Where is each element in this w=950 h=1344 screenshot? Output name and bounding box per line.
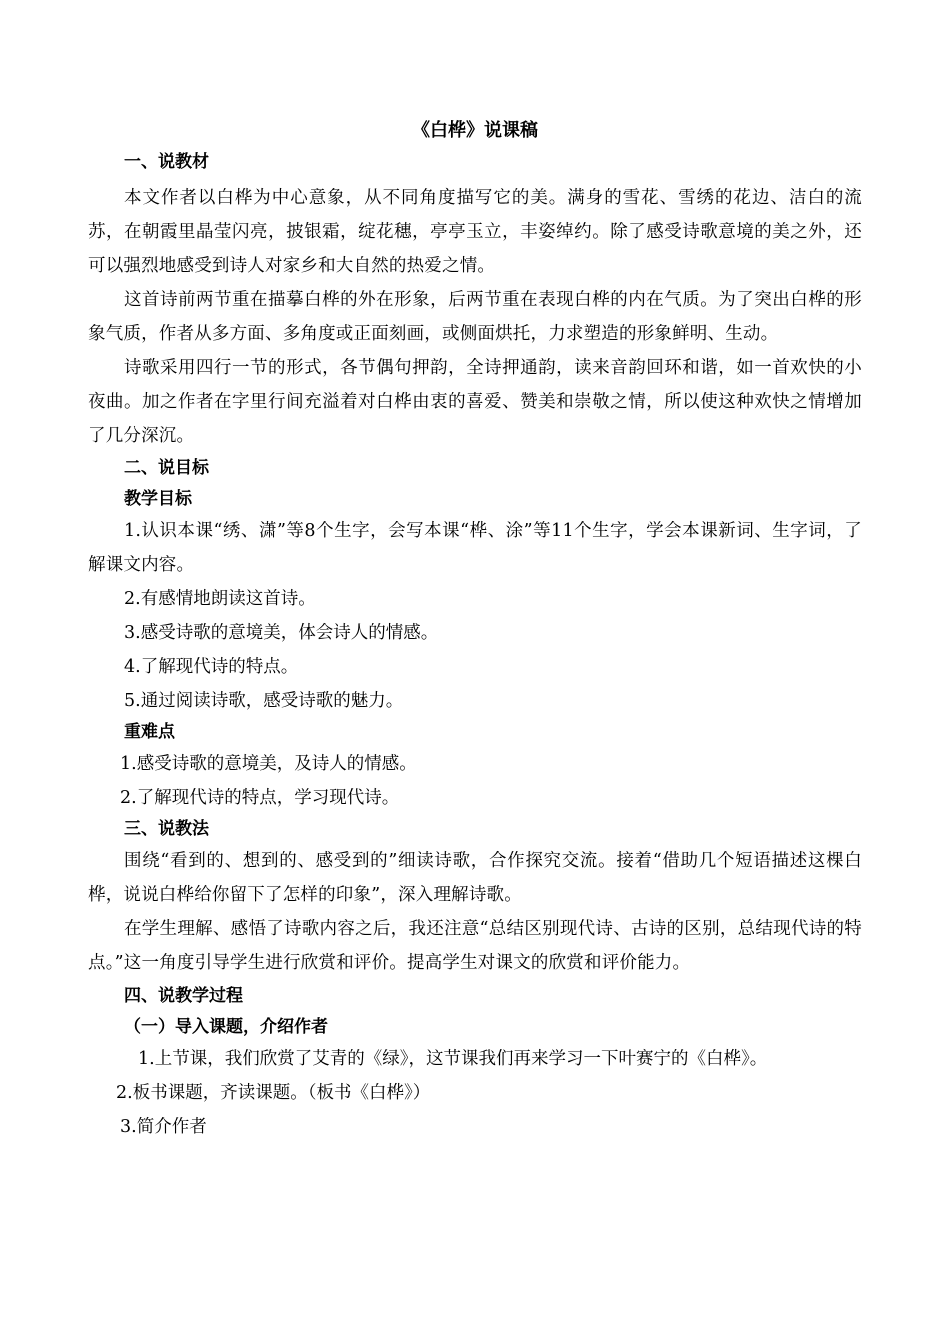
goal-item: 2.有感情地朗读这首诗。 [124, 589, 316, 609]
page-title: 《白桦》说课稿 [412, 120, 538, 141]
goal-item: 3.感受诗歌的意境美，体会诗人的情感。 [124, 623, 439, 643]
document-page [88, 118, 862, 1144]
section-heading-textbook: 一、说教材 [124, 152, 209, 172]
section-heading-goals: 二、说目标 [124, 458, 209, 478]
paragraph: 在学生理解、感悟了诗歌内容之后，我还注意“总结区别现代诗、古诗的区别，总结现代诗的特点。”这一角度引导学生进行欣赏和评价。提高学生对课文的欣赏和评价能力。 [88, 919, 862, 973]
keypoint-item: 2.了解现代诗的特点，学习现代诗。 [120, 788, 400, 808]
keypoint-item: 1.感受诗歌的意境美，及诗人的情感。 [120, 754, 417, 774]
subheading-teaching-goals: 教学目标 [124, 489, 192, 509]
paragraph: 这首诗前两节重在描摹白桦的外在形象，后两节重在表现白桦的内在气质。为了突出白桦的形象气质，作者从多方面、多角度或正面刻画，或侧面烘托，力求塑造的形象鲜明、生动。 [88, 290, 862, 344]
paragraph: 诗歌采用四行一节的形式，各节偶句押韵，全诗押通韵，读来音韵回环和谐，如一首欢快的小夜曲。加之作者在字里行间充溢着对白桦由衷的喜爱、赞美和崇敬之情，所以使这种欢快之情增加了几分深沉。 [88, 358, 862, 446]
goal-item: 1.认识本课“绣、潇”等8个生字，会写本课“桦、涂”等11个生字，学会本课新词、生字词，了解课文内容。 [88, 521, 862, 575]
paragraph: 本文作者以白桦为中心意象，从不同角度描写它的美。满身的雪花、雪绣的花边、洁白的流苏，在朝霞里晶莹闪亮，披银霜，绽花穗，亭亭玉立，丰姿绰约。除了感受诗歌意境的美之外，还可以强烈地感受到诗人对家乡和大自然的热爱之情。 [88, 188, 862, 276]
subheading-key-points: 重难点 [124, 722, 175, 742]
step-item: 2.板书课题，齐读课题。（板书《白桦》） [116, 1083, 431, 1103]
goal-item: 4.了解现代诗的特点。 [124, 657, 299, 677]
subheading-intro: （一）导入课题，介绍作者 [124, 1017, 328, 1037]
paragraph: 围绕“看到的、想到的、感受到的”细读诗歌，合作探究交流。接着“借助几个短语描述这棵白桦，说说白桦给你留下了怎样的印象”，深入理解诗歌。 [88, 851, 862, 905]
section-heading-methods: 三、说教法 [124, 819, 209, 839]
step-item: 3.简介作者 [120, 1117, 207, 1137]
goal-item: 5.通过阅读诗歌，感受诗歌的魅力。 [124, 691, 404, 711]
step-item: 1.上节课，我们欣赏了艾青的《绿》，这节课我们再来学习一下叶赛宁的《白桦》。 [138, 1049, 768, 1069]
section-heading-process: 四、说教学过程 [124, 986, 243, 1006]
